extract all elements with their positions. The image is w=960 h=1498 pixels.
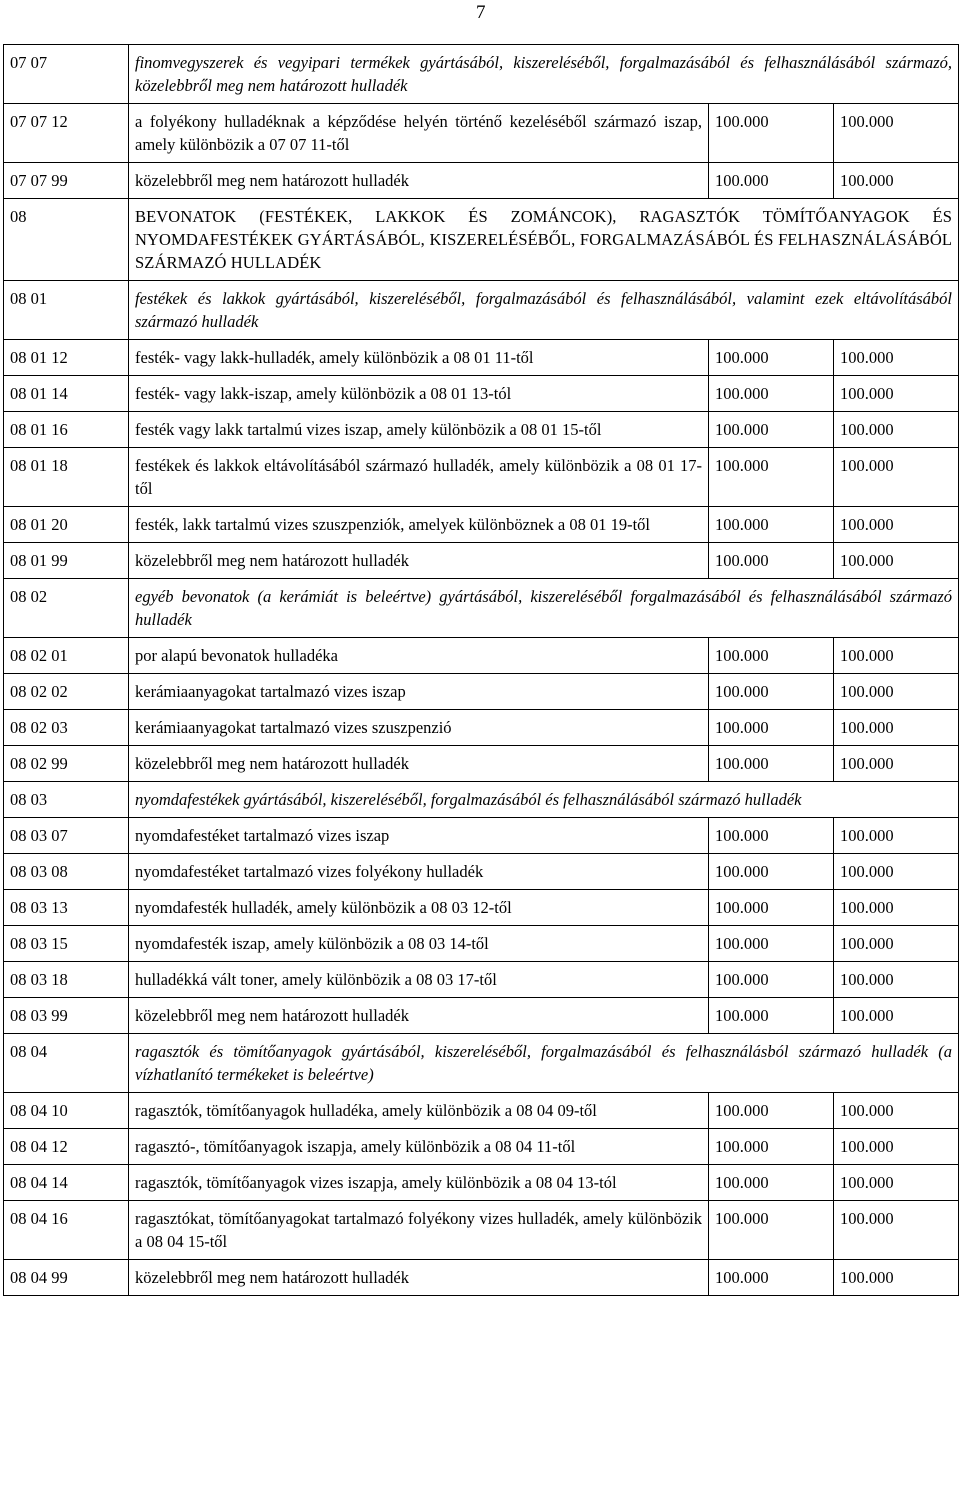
table-row (4, 746, 959, 782)
limit-value-2: 100.000 (834, 412, 959, 448)
limit-value-1: 100.000 (709, 448, 834, 507)
limit-value-1: 100.000 (709, 818, 834, 854)
limit-value-1: 100.000 (709, 926, 834, 962)
waste-code: 07 07 (4, 45, 129, 104)
limit-value-1: 100.000 (709, 163, 834, 199)
waste-description: ragasztó-, tömítőanyagok iszapja, amely különbözik a 08 04 11-től (129, 1129, 709, 1165)
limit-value-1: 100.000 (709, 998, 834, 1034)
waste-description: nyomdafestéket tartalmazó vizes iszap (129, 818, 709, 854)
table-row (4, 674, 959, 710)
waste-code: 08 02 01 (4, 638, 129, 674)
waste-code: 08 04 14 (4, 1165, 129, 1201)
waste-code: 08 01 20 (4, 507, 129, 543)
limit-value-1: 100.000 (709, 412, 834, 448)
limit-value-1: 100.000 (709, 340, 834, 376)
waste-description: ragasztók, tömítőanyagok vizes iszapja, amely különbözik a 08 04 13-tól (129, 1165, 709, 1201)
limit-value-2: 100.000 (834, 1093, 959, 1129)
limit-value-1: 100.000 (709, 638, 834, 674)
waste-description: nyomdafesték hulladék, amely különbözik a 08 03 12-től (129, 890, 709, 926)
limit-value-2: 100.000 (834, 163, 959, 199)
waste-code: 08 02 99 (4, 746, 129, 782)
waste-code: 08 02 02 (4, 674, 129, 710)
waste-code: 08 02 (4, 579, 129, 638)
waste-code: 08 03 99 (4, 998, 129, 1034)
limit-value-2: 100.000 (834, 543, 959, 579)
waste-description: egyéb bevonatok (a kerámiát is beleértve) gyártásából, kiszereléséből forgalmazásából és felhasználásából származó hulladék (129, 579, 959, 638)
limit-value-2: 100.000 (834, 890, 959, 926)
waste-code: 08 04 12 (4, 1129, 129, 1165)
table-row (4, 998, 959, 1034)
group-header-row (4, 1034, 959, 1093)
table-row (4, 448, 959, 507)
limit-value-2: 100.000 (834, 1165, 959, 1201)
limit-value-1: 100.000 (709, 376, 834, 412)
limit-value-1: 100.000 (709, 543, 834, 579)
waste-description: nyomdafestéket tartalmazó vizes folyékony hulladék (129, 854, 709, 890)
table-row (4, 340, 959, 376)
limit-value-1: 100.000 (709, 890, 834, 926)
table-row (4, 890, 959, 926)
table-row (4, 710, 959, 746)
limit-value-1: 100.000 (709, 104, 834, 163)
limit-value-1: 100.000 (709, 746, 834, 782)
waste-description: festék- vagy lakk-hulladék, amely különbözik a 08 01 11-től (129, 340, 709, 376)
limit-value-2: 100.000 (834, 104, 959, 163)
waste-code: 08 01 99 (4, 543, 129, 579)
table-row (4, 1093, 959, 1129)
waste-description: közelebbről meg nem határozott hulladék (129, 998, 709, 1034)
waste-description: ragasztók és tömítőanyagok gyártásából, kiszereléséből, forgalmazásából és felhasználásból származó hulladék (a vízhatlanító termékeket is beleértve) (129, 1034, 959, 1093)
limit-value-1: 100.000 (709, 710, 834, 746)
waste-description: nyomdafesték iszap, amely különbözik a 08 03 14-től (129, 926, 709, 962)
waste-code: 08 03 08 (4, 854, 129, 890)
waste-description: hulladékká vált toner, amely különbözik a 08 03 17-től (129, 962, 709, 998)
waste-description: közelebbről meg nem határozott hulladék (129, 746, 709, 782)
waste-description: festék vagy lakk tartalmú vizes iszap, amely különbözik a 08 01 15-től (129, 412, 709, 448)
table-row (4, 412, 959, 448)
limit-value-2: 100.000 (834, 340, 959, 376)
waste-code: 08 03 07 (4, 818, 129, 854)
waste-description: ragasztók, tömítőanyagok hulladéka, amely különbözik a 08 04 09-től (129, 1093, 709, 1129)
waste-description: por alapú bevonatok hulladéka (129, 638, 709, 674)
waste-code: 08 02 03 (4, 710, 129, 746)
waste-code: 07 07 99 (4, 163, 129, 199)
table-row (4, 543, 959, 579)
waste-description: BEVONATOK (FESTÉKEK, LAKKOK ÉS ZOMÁNCOK), RAGASZTÓK TÖMÍTŐANYAGOK ÉS NYOMDAFESTÉKEK GYÁRTÁSÁBÓL, KISZERELÉSÉBŐL, FORGALMAZÁSÁBÓL ÉS FELHASZNÁLÁSÁBÓL SZÁRMAZÓ HULLADÉK (129, 199, 959, 281)
table-row (4, 962, 959, 998)
table-row (4, 638, 959, 674)
table-row (4, 854, 959, 890)
waste-code: 08 (4, 199, 129, 281)
limit-value-2: 100.000 (834, 1129, 959, 1165)
limit-value-2: 100.000 (834, 818, 959, 854)
table-row (4, 1129, 959, 1165)
table-row (4, 926, 959, 962)
limit-value-1: 100.000 (709, 507, 834, 543)
limit-value-2: 100.000 (834, 746, 959, 782)
limit-value-2: 100.000 (834, 1260, 959, 1296)
limit-value-1: 100.000 (709, 1201, 834, 1260)
table-row (4, 1260, 959, 1296)
waste-description: festék, lakk tartalmú vizes szuszpenziók, amelyek különböznek a 08 01 19-től (129, 507, 709, 543)
waste-description: kerámiaanyagokat tartalmazó vizes iszap (129, 674, 709, 710)
limit-value-2: 100.000 (834, 638, 959, 674)
table-row (4, 818, 959, 854)
page-number: 7 (476, 2, 486, 23)
group-header-row (4, 281, 959, 340)
waste-description: a folyékony hulladéknak a képződése helyén történő kezeléséből származó iszap, amely különbözik a 07 07 11-től (129, 104, 709, 163)
limit-value-2: 100.000 (834, 376, 959, 412)
table-row (4, 1201, 959, 1260)
group-header-row (4, 782, 959, 818)
table-row (4, 376, 959, 412)
limit-value-2: 100.000 (834, 962, 959, 998)
table-row (4, 104, 959, 163)
waste-code: 08 03 15 (4, 926, 129, 962)
limit-value-1: 100.000 (709, 1129, 834, 1165)
waste-code: 08 01 16 (4, 412, 129, 448)
limit-value-2: 100.000 (834, 998, 959, 1034)
waste-code: 08 03 (4, 782, 129, 818)
limit-value-2: 100.000 (834, 448, 959, 507)
waste-code: 08 01 12 (4, 340, 129, 376)
limit-value-1: 100.000 (709, 674, 834, 710)
waste-description: közelebbről meg nem határozott hulladék (129, 163, 709, 199)
waste-description: festékek és lakkok eltávolításából származó hulladék, amely különbözik a 08 01 17-től (129, 448, 709, 507)
waste-description: festékek és lakkok gyártásából, kiszereléséből, forgalmazásából és felhasználásából, valamint ezek eltávolításából származó hulladék (129, 281, 959, 340)
limit-value-1: 100.000 (709, 1260, 834, 1296)
limit-value-1: 100.000 (709, 962, 834, 998)
group-header-row (4, 45, 959, 104)
limit-value-2: 100.000 (834, 854, 959, 890)
waste-description: ragasztókat, tömítőanyagokat tartalmazó folyékony vizes hulladék, amely különbözik a 08 04 15-től (129, 1201, 709, 1260)
waste-code: 08 01 14 (4, 376, 129, 412)
group-header-row (4, 579, 959, 638)
limit-value-1: 100.000 (709, 1165, 834, 1201)
waste-code: 08 04 (4, 1034, 129, 1093)
waste-code: 08 03 18 (4, 962, 129, 998)
waste-code: 08 01 (4, 281, 129, 340)
table-row (4, 1165, 959, 1201)
limit-value-1: 100.000 (709, 854, 834, 890)
waste-code: 08 01 18 (4, 448, 129, 507)
waste-code: 08 04 16 (4, 1201, 129, 1260)
waste-description: közelebbről meg nem határozott hulladék (129, 1260, 709, 1296)
waste-description: közelebbről meg nem határozott hulladék (129, 543, 709, 579)
limit-value-2: 100.000 (834, 507, 959, 543)
waste-code: 08 04 99 (4, 1260, 129, 1296)
table-row (4, 163, 959, 199)
waste-description: kerámiaanyagokat tartalmazó vizes szuszpenzió (129, 710, 709, 746)
waste-code: 08 03 13 (4, 890, 129, 926)
waste-code: 07 07 12 (4, 104, 129, 163)
limit-value-1: 100.000 (709, 1093, 834, 1129)
limit-value-2: 100.000 (834, 710, 959, 746)
limit-value-2: 100.000 (834, 926, 959, 962)
waste-description: nyomdafestékek gyártásából, kiszereléséből, forgalmazásából és felhasználásából származó hulladék (129, 782, 959, 818)
limit-value-2: 100.000 (834, 1201, 959, 1260)
waste-code-table (3, 44, 959, 1296)
table-row (4, 507, 959, 543)
waste-code: 08 04 10 (4, 1093, 129, 1129)
waste-description: festék- vagy lakk-iszap, amely különbözik a 08 01 13-tól (129, 376, 709, 412)
chapter-row (4, 199, 959, 281)
waste-description: finomvegyszerek és vegyipari termékek gyártásából, kiszereléséből, forgalmazásából és felhasználásából származó, közelebbről meg nem határozott hulladék (129, 45, 959, 104)
limit-value-2: 100.000 (834, 674, 959, 710)
